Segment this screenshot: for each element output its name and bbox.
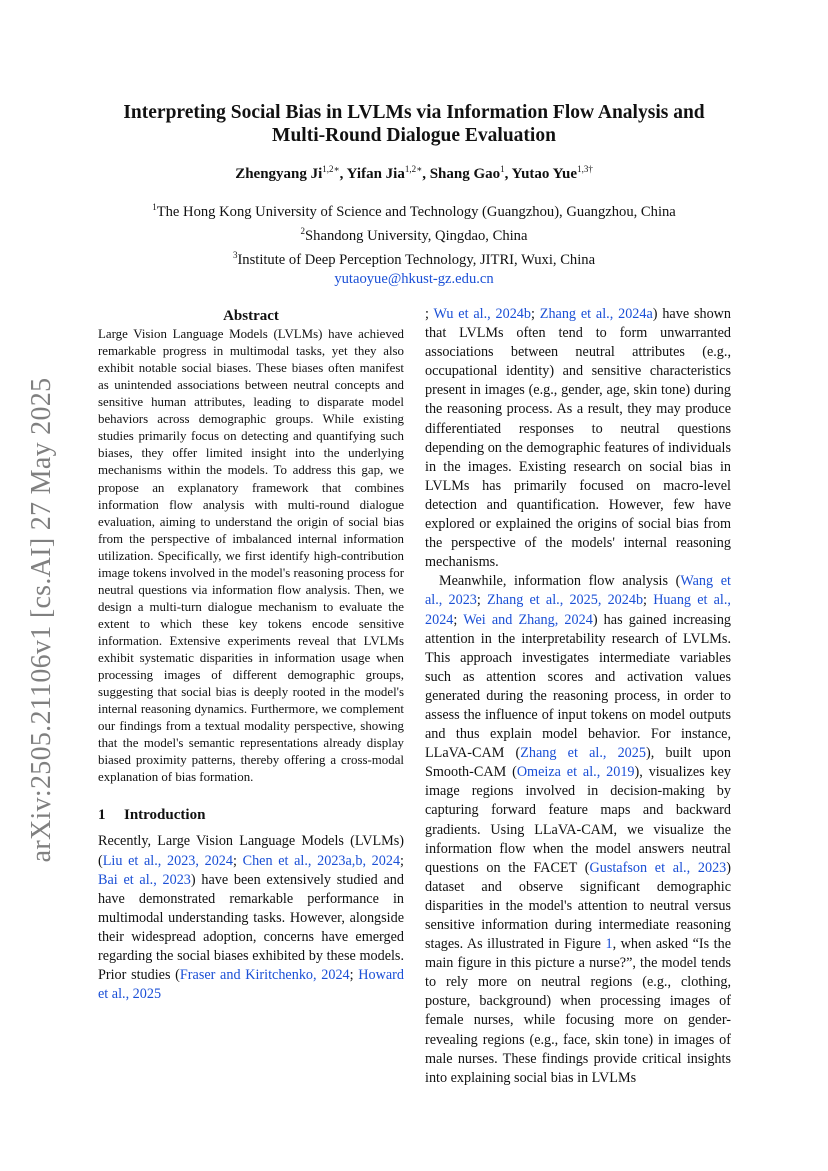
affiliation: $^2$Shandong University, Qingdao, China bbox=[300, 225, 528, 244]
title-line-1: Interpreting Social Bias in LVLMs via Information Flow Analysis and bbox=[123, 102, 705, 123]
title-line-2: Multi-Round Dialogue Evaluation bbox=[272, 125, 556, 146]
citation-link[interactable]: 1 bbox=[605, 936, 613, 953]
citation-link[interactable]: Zhang et al., 2024a bbox=[539, 306, 653, 322]
author-name: Shang Gao bbox=[429, 166, 501, 182]
abstract-heading: Abstract bbox=[223, 308, 279, 324]
citation-link[interactable]: Liu et al., 2023, 2024 bbox=[102, 852, 233, 869]
citation-link[interactable]: Zhang et al., 2025, 2024b bbox=[487, 592, 644, 609]
arxiv-identifier-text: arXiv:2505.21106v1 [cs.AI] 27 May 2025 bbox=[26, 377, 57, 863]
citation-link[interactable]: Wu et al., 2024b bbox=[433, 306, 531, 322]
author-affiliation-mark: 1,3† bbox=[577, 164, 593, 174]
author-name: Zhengyang Ji bbox=[235, 166, 323, 182]
affiliation: $^3$Institute of Deep Perception Technology, JITRI, Wuxi, China bbox=[232, 249, 596, 268]
paper-header bbox=[98, 101, 730, 289]
affiliation: $^1$The Hong Kong University of Science and Technology (Guangzhou), Guangzhou, China bbox=[152, 202, 676, 220]
citation-link[interactable]: Wang et al., 2023 bbox=[425, 573, 731, 609]
abstract-text: Large Vision Language Models (LVLMs) have achieved remarkable progress in multimodal tasks, yet they also exhibit notable social biases. These biases often manifest as unintended associations between neutral concepts and sensitive human attributes, leading to disparate model behaviors across demographic groups. While existing studies primarily focus on detecting and quantifying such biases, they offer limited insight into the underlying mechanisms within the models. To address this gap, we propose an explanatory framework that combines information flow analysis with multi-round dialogue evaluation, aiming to understand the origin of social bias from the perspective of imbalanced internal information utilization. Specifically, we first identify high-contribution image tokens involved in the model's reasoning process for neutral questions via information flow analysis. Then, we design a multi-turn dialogue mechanism to evaluate the extent to which these key tokens encode sensitive information. Extensive experiments reveal that LVLMs exhibit systematic disparities in information usage when processing images of different demographic groups, suggesting that social bias is deeply rooted in the model's internal reasoning dynamics. Furthermore, we complement our findings from a textual modality perspective, showing that the model's semantic representations already display biased proximity patterns, thereby offering a cross-modal explanation of bias formation. bbox=[98, 327, 404, 785]
citation-link[interactable]: Huang et al., 2024 bbox=[425, 592, 731, 628]
citation-link[interactable]: Zhang et al., 2025 bbox=[520, 745, 646, 762]
contact-email[interactable]: yutaoyue@hkust-gz.edu.cn bbox=[334, 270, 494, 287]
intro-paragraph-1-part-2: ; Wu et al., 2024b; Zhang et al., 2024a) have shown that LVLMs often tend to form unwarranted associations between neutral attributes (e.g., occupational identity) and sensitive characteristics present in images (e.g., gender, age, skin tone) during the reasoning process. As a result, they may produce differentiated responses to neutral questions depending on the demographic features of individuals in the images. Existing research on social bias in LVLMs has primarily focused on macro-level detection and quantification. However, few have explored or explained the origins of social bias from the perspective of the models' internal reasoning mechanisms. bbox=[425, 306, 732, 571]
section-title: Introduction bbox=[124, 807, 206, 824]
citation-link[interactable]: Omeiza et al., 2019 bbox=[516, 764, 635, 781]
citation-link[interactable]: Chen et al., 2023a,b, 2024 bbox=[242, 852, 401, 869]
author-list: Zhengyang $Ji^{1,2∗}$, Yifan Jia$^{1,2∗}$, Shang Gao$^1$, Yutao Yue$^{1,3\dagger}$ bbox=[235, 164, 593, 182]
author-name: Yutao Yue bbox=[511, 166, 578, 182]
paper-title bbox=[98, 101, 730, 147]
author-name: Yifan Jia bbox=[346, 166, 405, 182]
section-number: 1 bbox=[98, 807, 106, 824]
citation-link[interactable]: Howard et al., 2025 bbox=[98, 967, 404, 1003]
left-column bbox=[98, 300, 404, 1004]
citation-link[interactable]: Bai et al., 2023 bbox=[98, 871, 191, 888]
author-affiliation-mark: 1,2∗ bbox=[322, 164, 340, 174]
arxiv-identifier bbox=[22, 365, 62, 875]
intro-paragraph-1-part-1: Recently, Large Vision Language Models (LVLMs) (Liu et al., 2023, 2024; Chen et al., 2023a,b, 2024; Bai et al., 2023) have been extensively studied and have demonstrated remarkable performance in multimodal understanding tasks. However, alongside their widespread adoption, concerns have emerged regarding the social biases exhibited by these models. Prior studies (Fraser and Kiritchenko, 2024; Howard et al., 2025 bbox=[98, 833, 404, 1003]
right-column bbox=[425, 305, 731, 1088]
intro-paragraph-2: Meanwhile, information flow analysis (Wang et al., 2023; Zhang et al., 2025, 2024b; Huang et al., 2024; Wei and Zhang, 2024) has gained increasing attention in the interpretability research of LVLMs. This approach investigates intermediate variables such as attention scores and activation values generated during the reasoning process, in order to assess the influence of input tokens on model outputs and thus explain model behavior. For instance, LLaVA-CAM (Zhang et al., 2025), built upon Smooth-CAM (Omeiza et al., 2019), visualizes key image regions involved in decision-making by capturing forward feature maps and backward gradients. Using LLaVA-CAM, we visualize the information flow when the model answers neutral questions on the FACET (Gustafson et al., 2023) dataset and observe significant demographic disparities in the model's attention to neutral versus sensitive information during intermediate reasoning stages. As illustrated in Figure 1, when asked “Is the main figure in this picture a nurse?”, the model tends to rely more on neutral regions (e.g., clothing, posture, background) when processing images of female nurses, while focusing more on gender-revealing regions (e.g., face, skin tone) in images of male nurses. These findings provide critical insights into explaining social bias in LVLMs bbox=[425, 573, 732, 1086]
citation-link[interactable]: Gustafson et al., 2023 bbox=[589, 859, 727, 876]
citation-link[interactable]: Wei and Zhang, 2024 bbox=[463, 611, 593, 628]
section-heading-introduction bbox=[98, 806, 404, 825]
citation-link[interactable]: Fraser and Kiritchenko, 2024 bbox=[179, 967, 350, 984]
author-affiliation-mark: 1 bbox=[500, 164, 505, 174]
affiliation-list bbox=[98, 198, 730, 270]
author-affiliation-mark: 1,2∗ bbox=[404, 164, 423, 174]
